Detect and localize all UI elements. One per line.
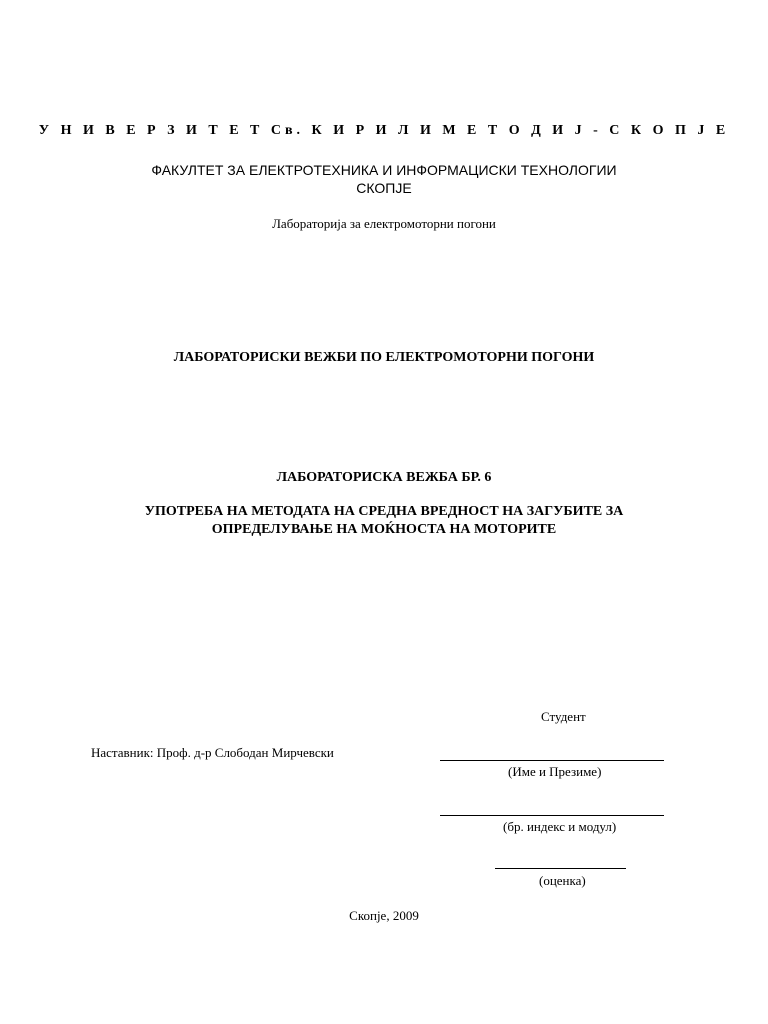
subject-title: ЛАБОРАТОРИСКИ ВЕЖБИ ПО ЕЛЕКТРОМОТОРНИ ПОГОНИ [173, 350, 595, 365]
university-name: У Н И В Е Р З И Т Е Т Св. К И Р И Л И М Е Т О Д И Ј - С К О П Ј Е [38, 123, 730, 138]
index-caption: (бр. индекс и модул) [503, 819, 617, 834]
exercise-title [0, 503, 768, 539]
name-signature-line [440, 760, 664, 761]
faculty-name [0, 161, 768, 197]
grade-signature-line [495, 868, 626, 869]
exercise-title-line2: ОПРЕДЕЛУВАЊЕ НА МОЌНОСТА НА МОТОРИТЕ [211, 522, 557, 537]
teacher-name: Наставник: Проф. д-р Слободан Мирчевски [91, 745, 334, 760]
place-date: Скопје, 2009 [349, 908, 419, 923]
faculty-name-line2: СКОПЈЕ [356, 180, 412, 196]
student-label: Студент [541, 709, 586, 724]
name-caption: (Име и Презиме) [508, 764, 602, 779]
grade-caption: (оценка) [539, 873, 586, 888]
faculty-name-line1: ФАКУЛТЕТ ЗА ЕЛЕКТРОТЕХНИКА И ИНФОРМАЦИСКИ ТЕХНОЛОГИИ [151, 162, 617, 178]
index-signature-line [440, 815, 664, 816]
exercise-number: ЛАБОРАТОРИСКА ВЕЖБА БР. 6 [276, 470, 492, 485]
exercise-title-line1: УПОТРЕБА НА МЕТОДАТА НА СРЕДНА ВРЕДНОСТ НА ЗАГУБИТЕ ЗА [144, 504, 624, 519]
laboratory-name: Лабораторија за електромоторни погони [272, 216, 496, 231]
